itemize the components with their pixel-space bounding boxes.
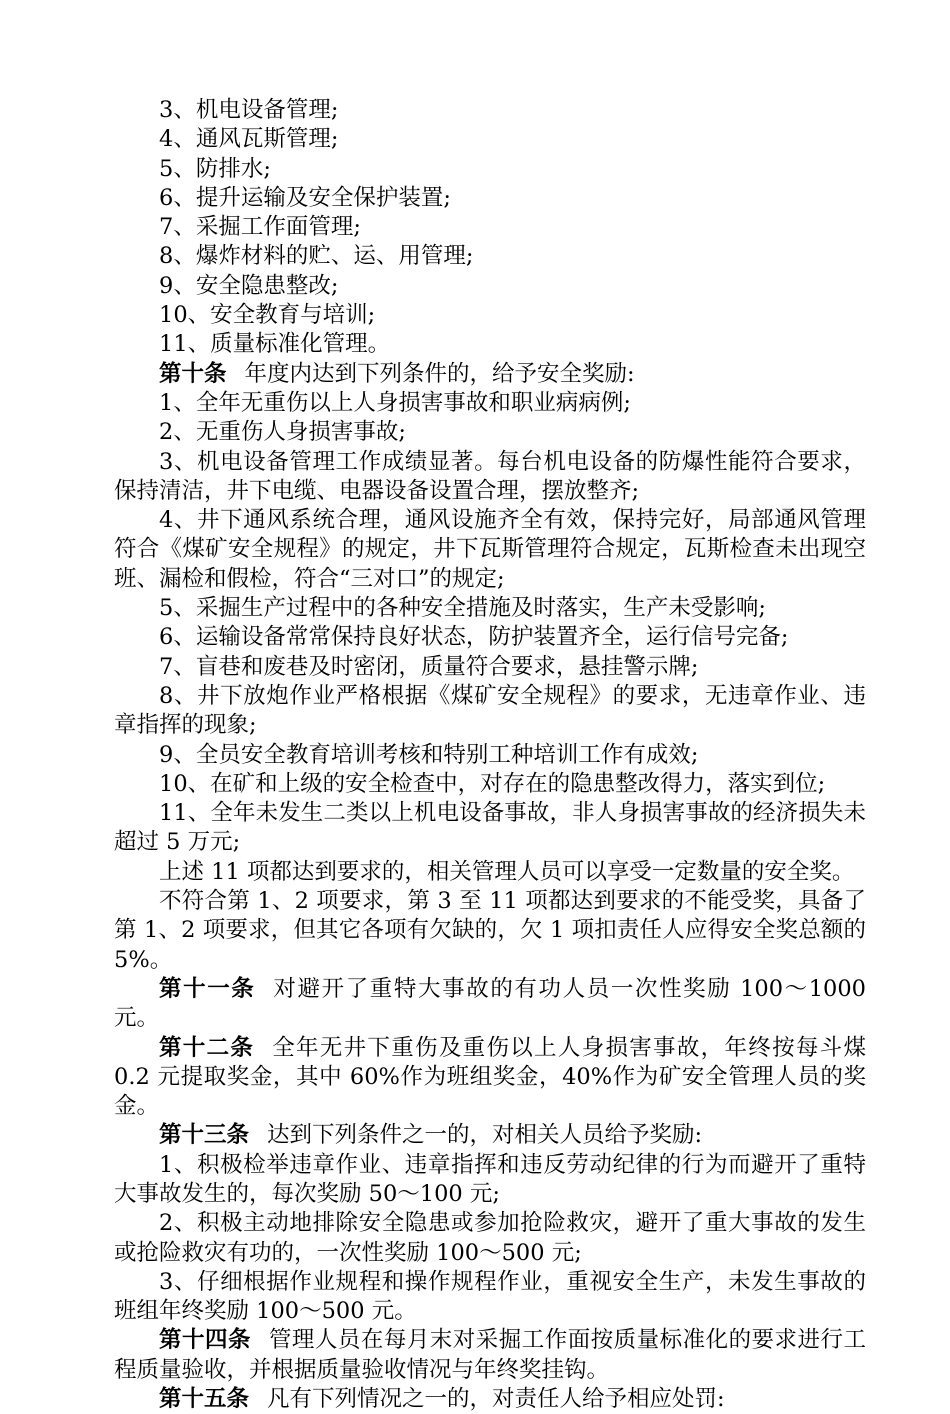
article-heading: 第十二条	[159, 1034, 255, 1061]
paragraph-text: 5、采掘生产过程中的各种安全措施及时落实，生产未受影响;	[159, 595, 766, 622]
paragraph-text: 管理人员在每月末对采掘工作面按质量标准化的要求进行工程质量验收，并根据质量验收情况与年终奖挂钩。	[114, 1327, 866, 1383]
paragraph	[114, 389, 866, 418]
document-body	[114, 96, 866, 1414]
paragraph-text: 上述 11 项都达到要求的，相关管理人员可以享受一定数量的安全奖。	[159, 858, 855, 885]
paragraph-text: 3、仔细根据作业规程和操作规程作业，重视安全生产，未发生事故的班组年终奖励 100～500 元。	[114, 1268, 866, 1325]
paragraph-text: 2、积极主动地排除安全隐患或参加抢险救灾，避开了重大事故的发生或抢险救灾有功的，一次性奖励 100～500 元;	[114, 1210, 866, 1266]
paragraph-text: 不符合第 1、2 项要求，第 3 至 11 项都达到要求的不能受奖，具备了第 1、2 项要求，但其它各项有欠缺的，欠 1 项扣责任人应得安全奖总额的 5%。	[114, 888, 866, 973]
article-paragraph	[114, 1034, 866, 1122]
paragraph-text: 7、采掘工作面管理;	[159, 214, 361, 241]
paragraph-text: 9、全员安全教育培训考核和特别工种培训工作有成效;	[159, 741, 699, 768]
paragraph	[114, 858, 866, 887]
paragraph	[114, 448, 866, 507]
article-heading: 第十四条	[159, 1327, 251, 1354]
article-paragraph	[114, 975, 866, 1034]
paragraph-text: 1、积极检举违章作业、违章指挥和违反劳动纪律的行为而避开了重特大事故发生的，每次奖励 50～100 元;	[114, 1151, 866, 1207]
paragraph-text: 4、通风瓦斯管理;	[159, 126, 339, 153]
paragraph	[114, 887, 866, 975]
paragraph-text: 6、提升运输及安全保护装置;	[159, 184, 451, 211]
paragraph-text: 3、机电设备管理工作成绩显著。每台机电设备的防爆性能符合要求，保持清洁，井下电缆、电器设备设置合理，摆放整齐;	[114, 448, 866, 504]
paragraph	[114, 799, 866, 858]
paragraph	[114, 1268, 866, 1327]
article-paragraph	[114, 1121, 866, 1150]
paragraph-text: 3、机电设备管理;	[159, 97, 339, 123]
paragraph	[114, 623, 866, 652]
paragraph	[114, 770, 866, 799]
paragraph-text: 凡有下列情况之一的，对责任人给予相应处罚:	[267, 1386, 725, 1413]
paragraph-text: 对避开了重特大事故的有功人员一次性奖励 100～1000 元。	[114, 975, 866, 1032]
article-heading: 第十一条	[159, 975, 256, 1002]
paragraph-text: 10、在矿和上级的安全检查中，对存在的隐患整改得力，落实到位;	[159, 770, 826, 797]
article-paragraph	[114, 1385, 866, 1414]
paragraph	[114, 330, 866, 359]
paragraph-text: 8、爆炸材料的贮、运、用管理;	[159, 243, 474, 270]
article-paragraph	[114, 360, 866, 389]
article-heading: 第十五条	[159, 1386, 250, 1413]
paragraph	[114, 301, 866, 330]
paragraph	[114, 242, 866, 271]
paragraph	[114, 96, 866, 125]
paragraph-text: 6、运输设备常常保持良好状态，防护装置齐全，运行信号完备;	[159, 624, 789, 651]
paragraph-text: 9、安全隐患整改;	[159, 272, 339, 299]
paragraph-text: 1、全年无重伤以上人身损害事故和职业病病例;	[159, 389, 631, 416]
paragraph	[114, 1209, 866, 1268]
article-paragraph	[114, 1326, 866, 1385]
paragraph	[114, 418, 866, 447]
paragraph	[114, 155, 866, 184]
paragraph	[114, 653, 866, 682]
paragraph	[114, 184, 866, 213]
paragraph-text: 11、全年未发生二类以上机电设备事故，非人身损害事故的经济损失未超过 5 万元;	[114, 800, 866, 856]
paragraph-text: 7、盲巷和废巷及时密闭，质量符合要求，悬挂警示牌;	[159, 653, 699, 680]
paragraph-text: 达到下列条件之一的，对相关人员给予奖励:	[267, 1122, 703, 1149]
article-heading: 第十条	[159, 360, 227, 387]
paragraph-text: 5、防排水;	[159, 155, 271, 182]
paragraph-text: 11、质量标准化管理。	[159, 331, 391, 358]
paragraph-text: 10、安全教育与培训;	[159, 302, 376, 329]
paragraph	[114, 125, 866, 154]
paragraph	[114, 682, 866, 741]
paragraph	[114, 741, 866, 770]
paragraph-text: 2、无重伤人身损害事故;	[159, 419, 406, 446]
paragraph	[114, 506, 866, 594]
paragraph-text: 8、井下放炮作业严格根据《煤矿安全规程》的要求，无违章作业、违章指挥的现象;	[114, 682, 866, 739]
paragraph-text: 全年无井下重伤及重伤以上人身损害事故，年终按每斗煤 0.2 元提取奖金，其中 60%作为班组奖金，40%作为矿安全管理人员的奖金。	[114, 1034, 866, 1120]
paragraph-text: 4、井下通风系统合理，通风设施齐全有效，保持完好，局部通风管理符合《煤矿安全规程》的规定，井下瓦斯管理符合规定，瓦斯检查未出现空班、漏检和假检，符合“三对口”的规定;	[114, 507, 866, 592]
paragraph	[114, 594, 866, 623]
paragraph-text: 年度内达到下列条件的，给予安全奖励:	[244, 360, 635, 387]
paragraph	[114, 1151, 866, 1210]
paragraph	[114, 213, 866, 242]
article-heading: 第十三条	[159, 1122, 250, 1149]
paragraph	[114, 272, 866, 301]
